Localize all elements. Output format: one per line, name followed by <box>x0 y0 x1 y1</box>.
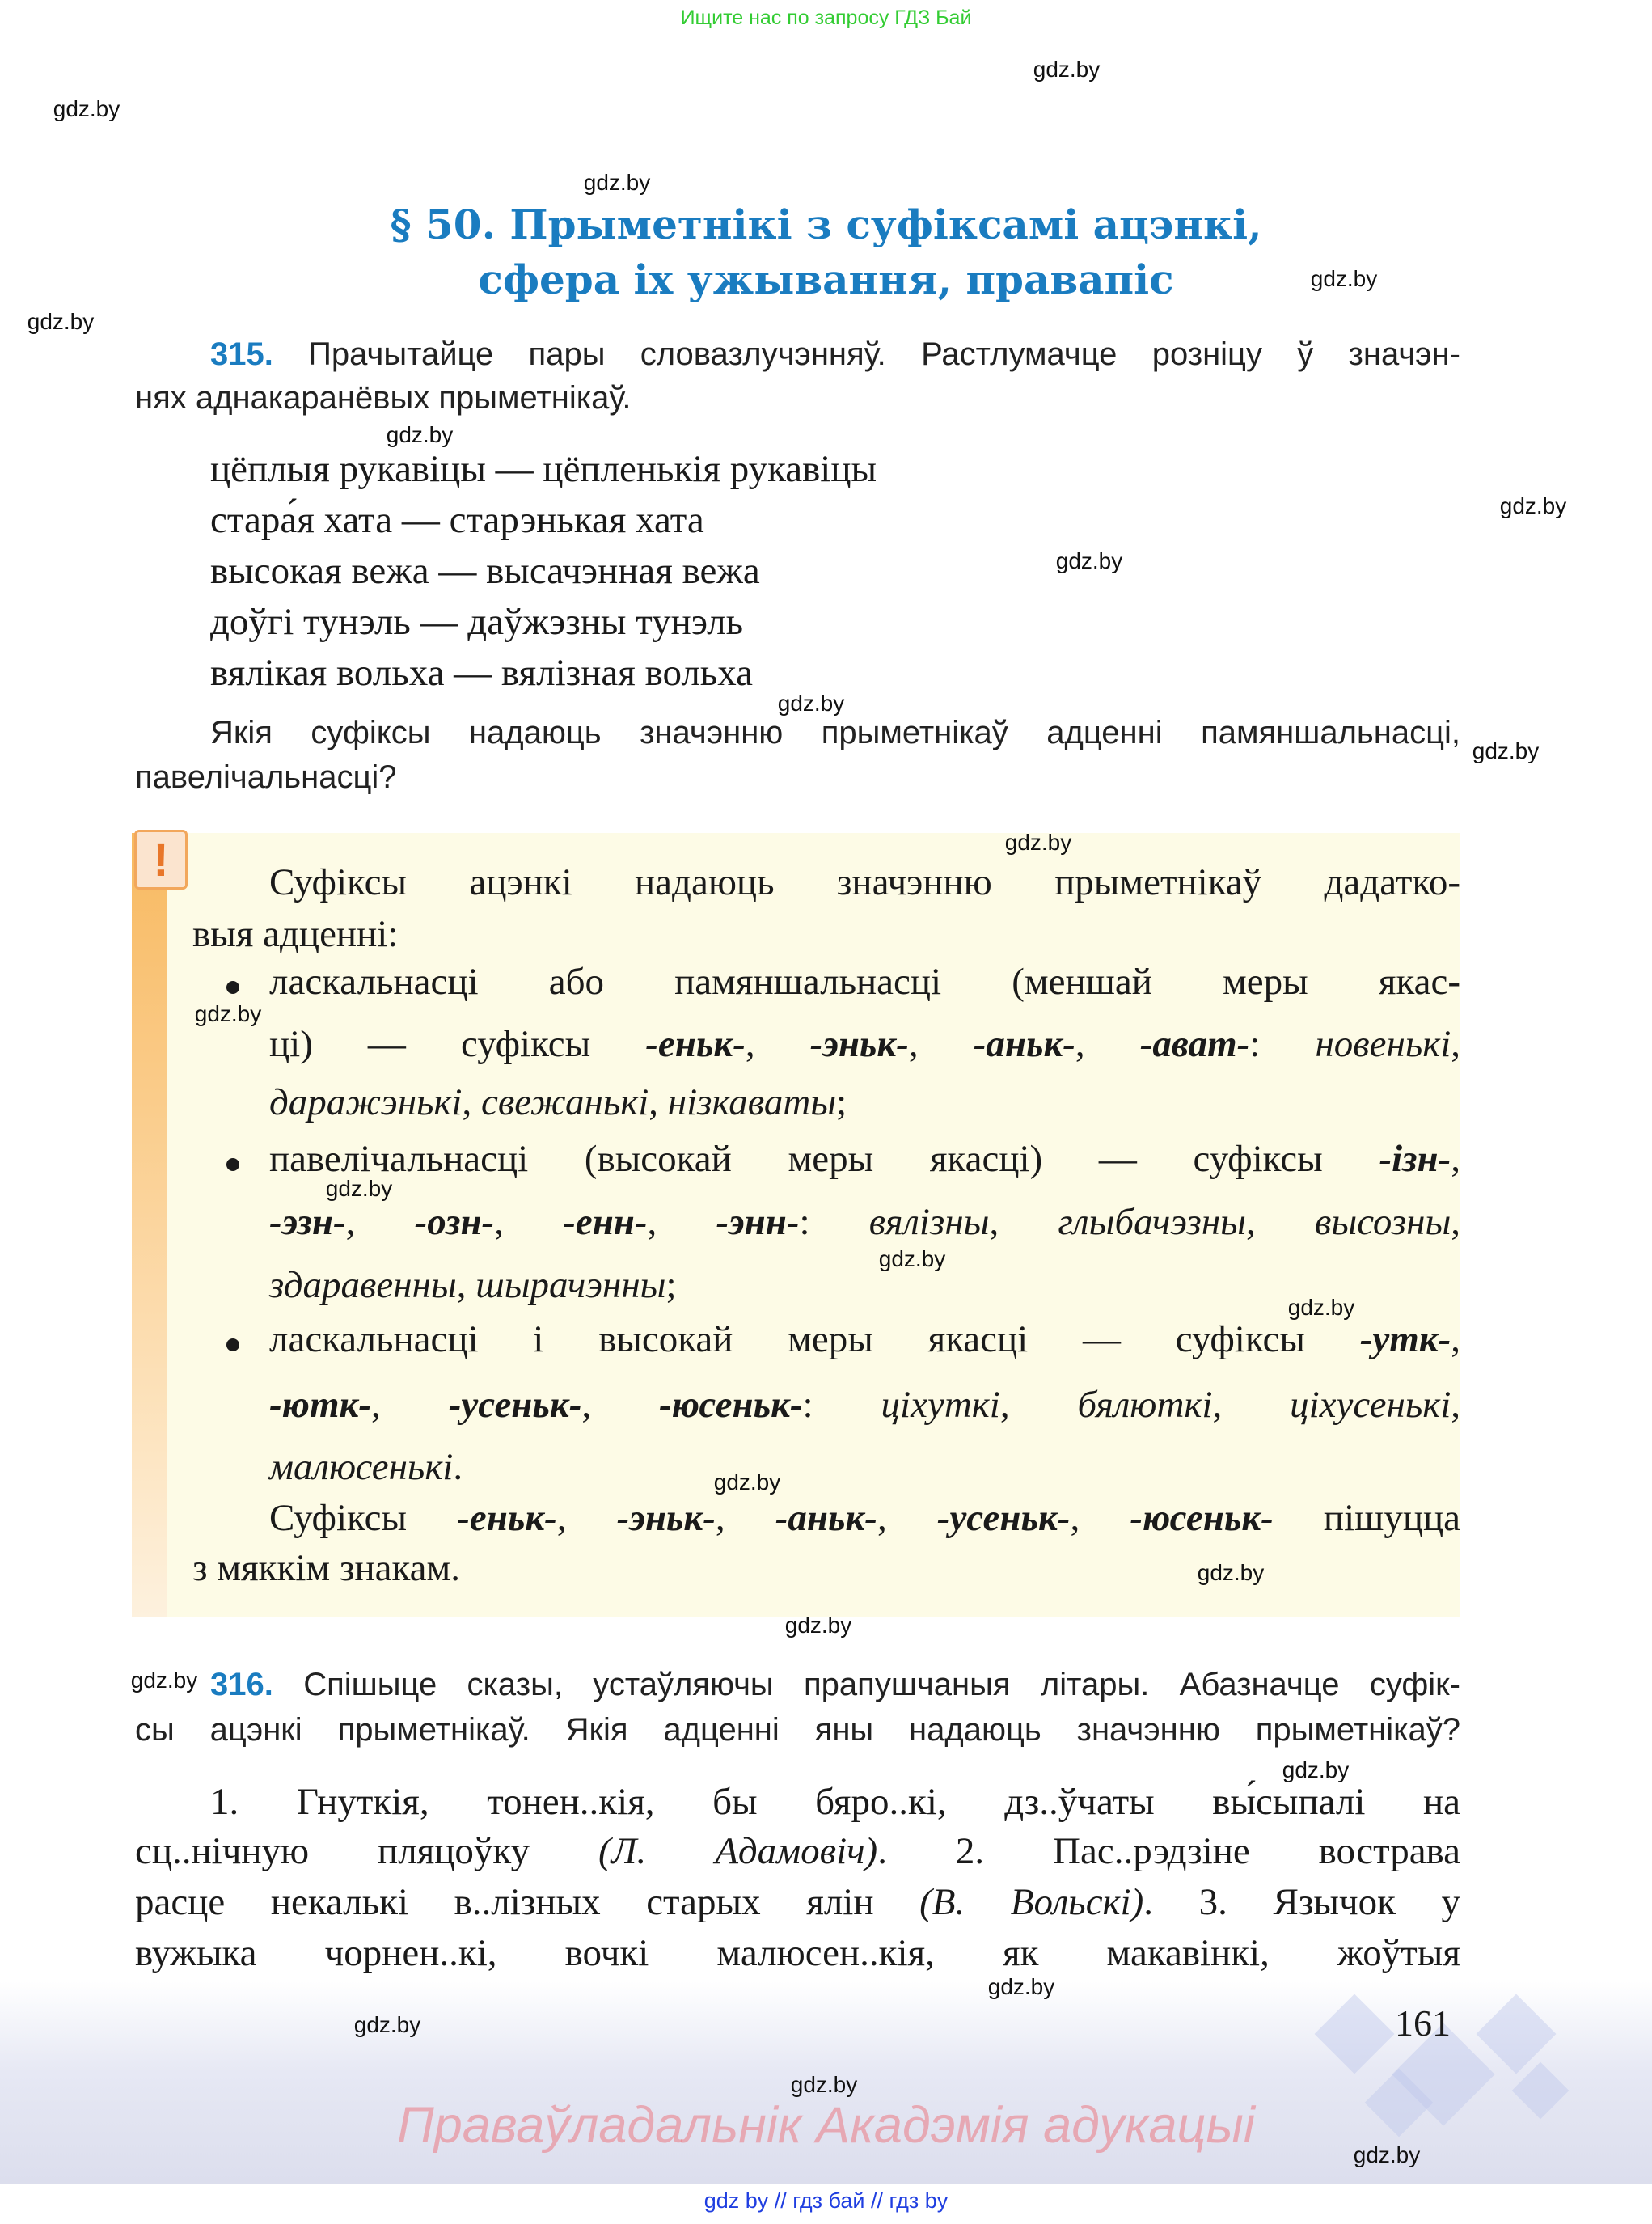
task-text: Спішыце сказы, устаўляючы прапушчаныя літары. Абазначце суфік- <box>303 1667 1460 1702</box>
text-segment: . 2. Пас..рэдзіне вострава <box>877 1830 1460 1872</box>
example-word: (Л. Адамовіч) <box>598 1830 878 1872</box>
text-segment: : <box>802 1384 881 1426</box>
text-segment: , <box>715 1497 775 1539</box>
gdz-watermark: gdz.by <box>353 2012 421 2037</box>
text-segment: , <box>1212 1384 1291 1426</box>
text-segment: , <box>556 1497 617 1539</box>
example-word: даражэнькі <box>269 1081 463 1123</box>
example-word: новенькі <box>1315 1023 1451 1065</box>
gdz-watermark: gdz.by <box>784 1613 852 1638</box>
suffix: -эньк- <box>616 1497 716 1539</box>
example-word: шырачэнны <box>475 1264 666 1306</box>
text-segment: , <box>1246 1201 1315 1243</box>
publisher-watermark: Праваўладальнік Акадэмія адукацыі <box>397 2097 1255 2154</box>
bullet-icon <box>226 981 239 994</box>
exercise-315-task-line-2: нях аднакаранёвых прыметнікаў. <box>135 380 632 416</box>
suffix: -энн- <box>716 1201 800 1243</box>
text-segment: , <box>1451 1023 1461 1065</box>
text-segment: ласкальнасці і высокай меры якасці — суфіксы <box>269 1318 1360 1360</box>
example-word: малюсенькі <box>269 1446 454 1488</box>
text-line <box>269 1080 847 1124</box>
gdz-watermark: gdz.by <box>583 170 651 195</box>
text-segment: , <box>999 1384 1078 1426</box>
text-line <box>269 1200 1460 1244</box>
gdz-watermark: gdz.by <box>1287 1295 1355 1320</box>
text-line <box>269 1383 1460 1427</box>
text-segment: ласкальнасці або памяншальнасці (меншай меры якас- <box>269 961 1460 1003</box>
gdz-watermark: gdz.by <box>194 1001 262 1026</box>
exclamation-icon: ! <box>134 830 188 890</box>
exercise-316-task-line-2: сы ацэнкі прыметнікаў. Якія адценні яны надаюць значэнню прыметнікаў? <box>135 1712 1460 1748</box>
section-title-line-1: § 50. Прыметнікі з суфіксамі ацэнкі, <box>390 201 1262 248</box>
suffix: -аньк- <box>775 1497 877 1539</box>
text-segment: , <box>745 1023 810 1065</box>
suffix: -юсеньк- <box>659 1384 803 1426</box>
text-segment: Суфіксы ацэнкі надаюць значэнню прыметнікаў дадатко- <box>269 861 1460 903</box>
gdz-watermark: gdz.by <box>1055 548 1123 573</box>
text-line <box>269 960 1460 1004</box>
example-word: глыбачэзны <box>1058 1201 1247 1243</box>
text-line <box>135 1829 1460 1873</box>
example-word: свежанькі <box>480 1081 649 1123</box>
suffix: -еньк- <box>645 1023 746 1065</box>
example-word: бялюткі <box>1077 1384 1213 1426</box>
example-word: вялізны <box>868 1201 990 1243</box>
text-line <box>210 1780 1460 1824</box>
text-segment: , <box>371 1384 449 1426</box>
section-title-line-2: сфера іх ужывання, правапіс <box>478 256 1174 303</box>
text-segment: выя адценні: <box>192 913 399 955</box>
word-pair: вялікая вольха — вялізная вольха <box>210 652 753 694</box>
rule-box-side-bar <box>132 833 167 1617</box>
word-pair: цёплыя рукавіцы — цёпленькія рукавіцы <box>210 448 877 490</box>
suffix: -ават- <box>1139 1023 1250 1065</box>
text-segment: вужыка чорнен..кі, вочкі малюсен..кія, як макавінкі, жоўтыя <box>135 1932 1460 1974</box>
search-banner[interactable]: Ищите нас по запросу ГДЗ Бай <box>680 6 972 29</box>
page-number: 161 <box>1395 2002 1451 2044</box>
gdz-watermark: gdz.by <box>27 309 95 334</box>
text-segment: ; <box>665 1264 677 1306</box>
text-line <box>135 1880 1460 1924</box>
gdz-watermark: gdz.by <box>777 691 845 716</box>
text-segment: : <box>799 1201 869 1243</box>
text-segment: , <box>908 1023 974 1065</box>
footer-links[interactable]: gdz by // гдз бай // гдз by <box>703 2188 949 2213</box>
gdz-watermark: gdz.by <box>987 1974 1055 1999</box>
text-segment: : <box>1249 1023 1316 1065</box>
suffix: -енн- <box>563 1201 648 1243</box>
text-segment: . 3. Язычок у <box>1143 1881 1461 1923</box>
exercise-number: 316. <box>210 1667 273 1702</box>
text-segment: , <box>1075 1023 1140 1065</box>
text-segment: . <box>453 1446 463 1488</box>
text-segment: , <box>647 1201 716 1243</box>
text-segment: , <box>1451 1138 1460 1180</box>
text-segment: , <box>1451 1201 1461 1243</box>
gdz-watermark: gdz.by <box>1353 2142 1421 2167</box>
text-line <box>269 1496 1460 1540</box>
example-word: высозны <box>1314 1201 1451 1243</box>
text-segment: , <box>1451 1318 1460 1360</box>
gdz-watermark: gdz.by <box>53 96 120 121</box>
text-segment: , <box>989 1201 1058 1243</box>
text-segment: , <box>877 1497 937 1539</box>
gdz-watermark: gdz.by <box>1499 493 1567 518</box>
text-line <box>135 1931 1460 1975</box>
gdz-watermark: gdz.by <box>713 1469 781 1495</box>
text-segment: пішуцца <box>1273 1497 1461 1539</box>
text-line <box>269 1445 463 1489</box>
text-line <box>192 1546 460 1590</box>
gdz-watermark: gdz.by <box>1282 1757 1350 1782</box>
bullet-icon <box>226 1158 239 1171</box>
suffix: -озн- <box>414 1201 495 1243</box>
gdz-watermark: gdz.by <box>130 1668 198 1693</box>
text-segment: , <box>1451 1384 1461 1426</box>
gdz-watermark: gdz.by <box>790 2072 858 2097</box>
task-text: Прачытайце пары словазлучэнняў. Растлумачце розніцу ў значэн- <box>308 336 1460 372</box>
text-segment: , <box>494 1201 564 1243</box>
text-line <box>269 1263 677 1307</box>
text-segment: 1. Гнуткія, тонен..кія, бы бяро..кі, дз..ўчаты вы́сыпалі на <box>210 1781 1460 1823</box>
text-segment: з мяккім знакам. <box>192 1547 460 1589</box>
example-word: ціхуткі <box>881 1384 1000 1426</box>
suffix: -усеньк- <box>936 1497 1071 1539</box>
exercise-316-task-line-1 <box>210 1667 1460 1703</box>
gdz-watermark: gdz.by <box>1472 738 1540 763</box>
text-segment: , <box>581 1384 660 1426</box>
text-segment: сц..нічную пляцоўку <box>135 1830 599 1872</box>
example-word: нізкаваты <box>667 1081 837 1123</box>
text-segment: , <box>649 1081 668 1123</box>
gdz-watermark: gdz.by <box>1310 266 1378 291</box>
word-pair: доўгі тунэль — даўжэзны тунэль <box>210 601 744 643</box>
suffix: -юсеньк- <box>1130 1497 1274 1539</box>
text-segment: , <box>456 1264 476 1306</box>
gdz-watermark: gdz.by <box>1004 830 1072 855</box>
text-line <box>269 1317 1460 1361</box>
text-segment: павелічальнасці (высокай меры якасці) — суфіксы <box>269 1138 1379 1180</box>
word-pair: высокая вежа — высачэнная вежа <box>210 550 760 592</box>
text-segment: , <box>462 1081 481 1123</box>
text-line <box>269 860 1460 904</box>
example-word: ціхусенькі <box>1290 1384 1451 1426</box>
exercise-315-question-line-1: Якія суфіксы надаюць значэнню прыметнікаў адценні памяншальнасці, <box>210 715 1460 750</box>
suffix: -аньк- <box>973 1023 1075 1065</box>
text-segment: Суфіксы <box>269 1497 458 1539</box>
example-word: (В. Вольскі) <box>919 1881 1144 1923</box>
suffix: -еньк- <box>457 1497 557 1539</box>
suffix: -ізн- <box>1379 1138 1451 1180</box>
suffix: -эньк- <box>809 1023 909 1065</box>
example-word: здаравенны <box>269 1264 457 1306</box>
gdz-watermark: gdz.by <box>325 1176 393 1201</box>
text-segment: , <box>1070 1497 1130 1539</box>
gdz-watermark: gdz.by <box>1033 57 1101 82</box>
gdz-watermark: gdz.by <box>386 422 454 447</box>
text-segment: , <box>345 1201 415 1243</box>
text-segment: расце некалькі в..лізных старых ялін <box>135 1881 920 1923</box>
suffix: -ютк- <box>269 1384 371 1426</box>
suffix: -утк- <box>1359 1318 1451 1360</box>
bullet-icon <box>226 1338 239 1351</box>
text-segment: ; <box>836 1081 847 1123</box>
text-line <box>269 1022 1460 1066</box>
text-segment: ці) — суфіксы <box>269 1023 646 1065</box>
exercise-315-task-line-1 <box>210 336 1460 373</box>
suffix: -эзн- <box>269 1201 346 1243</box>
gdz-watermark: gdz.by <box>878 1246 946 1271</box>
text-line <box>192 912 398 956</box>
exercise-315-question-line-2: павелічальнасці? <box>135 759 397 795</box>
gdz-watermark: gdz.by <box>1197 1560 1265 1585</box>
suffix: -усеньк- <box>448 1384 582 1426</box>
text-line <box>269 1137 1460 1181</box>
word-pair: стара́я хата — старэнькая хата <box>210 499 704 541</box>
exercise-number: 315. <box>210 336 273 372</box>
